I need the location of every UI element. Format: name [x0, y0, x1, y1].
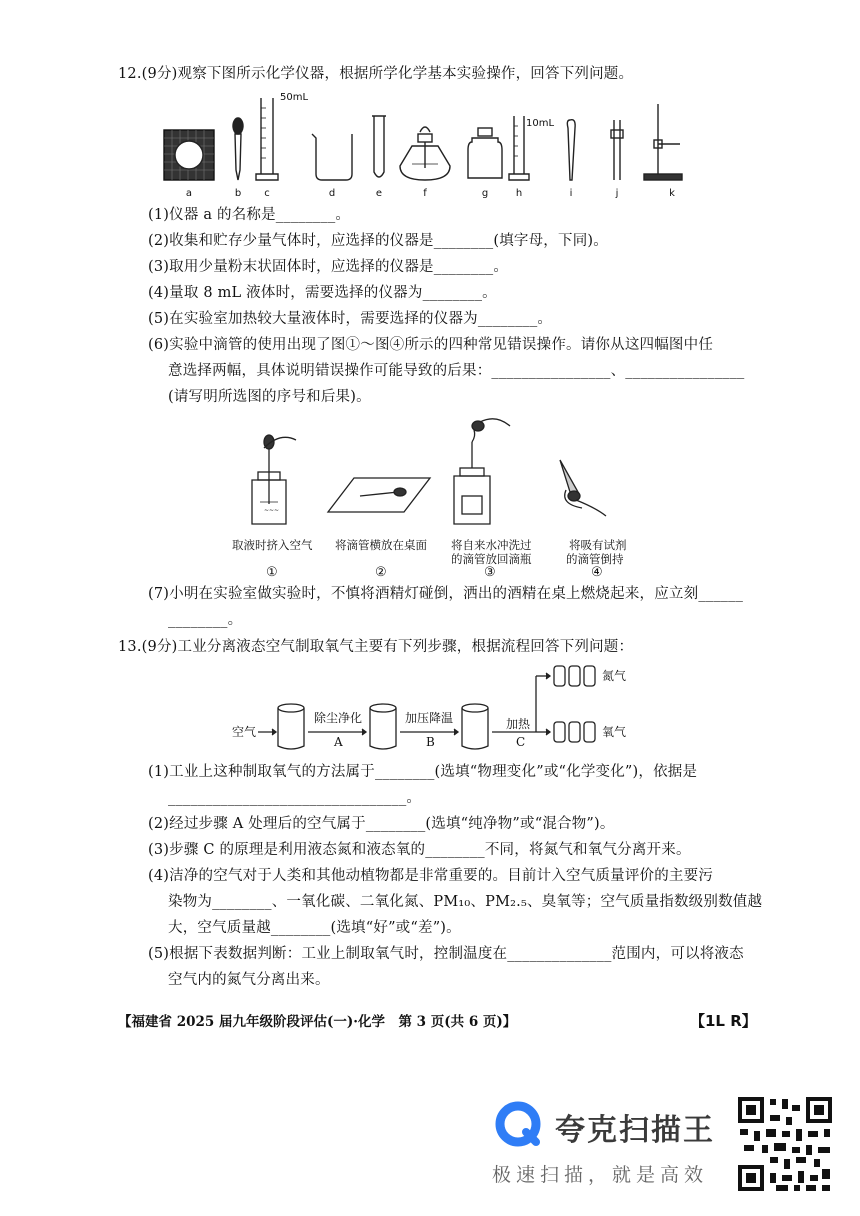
letter-c: c — [264, 188, 270, 199]
fig1-bottle-icon — [252, 435, 296, 524]
fig3-caption-line2: 的滴管放回滴瓶 — [451, 552, 532, 566]
flow-step-b: 加压降温 — [405, 711, 454, 725]
cylinder-50ml-icon — [256, 98, 278, 180]
instruments-figure — [150, 88, 710, 200]
q13-sub2: (2)经过步骤 A 处理后的空气属于________(选填“纯净物”或“混合物”)。 — [148, 816, 615, 832]
flow-label-a: A — [334, 735, 343, 749]
q12-sub2: (2)收集和贮存少量气体时，应选择的仪器是________(填字母，下同)。 — [148, 233, 608, 249]
letter-a: a — [185, 188, 193, 199]
alcohol-lamp-icon — [400, 127, 450, 180]
letter-d: d — [328, 188, 336, 199]
q13-sub4-line2: 染物为________、一氧化碳、二氧化氮、PM₁₀、PM₂.₅、臭氧等；空气质量指数级别数值越 — [168, 894, 763, 910]
letter-j: j — [615, 188, 619, 199]
qr-code-icon — [736, 1095, 834, 1193]
fig2-number: ② — [375, 565, 387, 580]
fig2-table-icon — [328, 478, 430, 512]
letter-i: i — [569, 188, 573, 199]
letter-h: h — [515, 188, 523, 199]
brand-name: 夸克扫描王 — [555, 1113, 715, 1148]
q13-sub4-line1: (4)洁净的空气对于人类和其他动植物都是非常重要的。目前计入空气质量评价的主要污 — [148, 868, 714, 884]
fig1-caption: 取液时挤入空气 — [232, 538, 313, 552]
q12-sub6-line2: 意选择两幅，具体说明错误操作可能导致的后果：________________、________________ — [168, 363, 745, 379]
flow-step-c: 加热 — [506, 717, 531, 731]
q12-sub3: (3)取用少量粉末状固体时，应选择的仪器是________。 — [148, 259, 509, 275]
q13-sub1-line1: (1)工业上这种制取氧气的方法属于________(选填“物理变化”或“化学变化”)，依据是 — [148, 764, 698, 780]
dropper-icon — [233, 118, 243, 180]
dropper-errors-figure — [230, 412, 630, 530]
fig4-caption-line2: 的滴管倒持 — [566, 552, 624, 566]
beaker-icon — [312, 134, 352, 180]
letter-e: e — [375, 188, 383, 199]
fig1-number: ① — [266, 565, 278, 580]
q12-sub1: (1)仪器 a 的名称是________。 — [148, 207, 351, 223]
q13-sub1-line2: ________________________________。 — [168, 790, 422, 806]
fig4-caption-line1: 将吸有试剂 — [569, 538, 627, 552]
flow-air-label: 空气 — [232, 725, 257, 739]
quark-logo-icon — [492, 1100, 548, 1148]
q13-heading: 13.(9分)工业分离液态空气制取氧气主要有下列步骤，根据流程回答下列问题： — [118, 639, 634, 655]
q12-sub6-line1: (6)实验中滴管的使用出现了图①～图④所示的四种常见错误操作。请你从这四幅图中任 — [148, 337, 714, 353]
fig3-caption-line1: 将自来水冲洗过 — [451, 538, 532, 552]
q13-sub4-line3: 大，空气质量越________(选填“好”或“差”)。 — [168, 920, 461, 936]
vol10-label: 10mL — [526, 118, 555, 129]
flow-label-b: B — [426, 735, 435, 749]
q12-sub5: (5)在实验室加热较大量液体时，需要选择的仪器为________。 — [148, 311, 553, 327]
spatula-icon — [567, 120, 575, 180]
flow-n2-label: 氮气 — [602, 669, 627, 683]
fig3-number: ③ — [484, 565, 496, 580]
iron-stand-icon — [644, 104, 682, 180]
q13-sub5-line1: (5)根据下表数据判断：工业上制取氧气时，控制温度在______________范围内，可以将液态 — [148, 946, 744, 962]
q12-heading: 12.(9分)观察下图所示化学仪器，根据所学化学基本实验操作，回答下列问题。 — [118, 66, 634, 82]
letter-b: b — [234, 188, 242, 199]
fig2-caption: 将滴管横放在桌面 — [335, 538, 427, 552]
gas-jar-icon — [468, 128, 502, 178]
letter-f: f — [423, 188, 427, 199]
flow-label-c: C — [516, 735, 526, 749]
test-tube-icon — [372, 116, 386, 177]
q12-sub7-line2: ________。 — [168, 612, 243, 628]
q12-sub7-line1: (7)小明在实验室做实验时，不慎将酒精灯碰倒，洒出的酒精在桌上燃烧起来，应立刻______ — [148, 586, 744, 602]
letter-k: k — [669, 188, 675, 199]
svg-text:~~~: ~~~ — [264, 507, 280, 514]
asbestos-net-icon — [164, 130, 214, 180]
q12-sub4: (4)量取 8 mL 液体时，需要选择的仪器为________。 — [148, 285, 497, 301]
page-footer: 【福建省 2025 届九年级阶段评估(一)·化学 第 3 页(共 6 页)】 — [118, 1014, 517, 1030]
fig4-hand-icon — [560, 460, 606, 516]
vol50-label: 50mL — [280, 92, 309, 103]
letter-g: g — [481, 188, 489, 199]
fig3-bottle-icon — [454, 419, 510, 524]
brand-slogan: 极速扫描，就是高效 — [492, 1164, 709, 1186]
q13-sub3: (3)步骤 C 的原理是利用液态氮和液态氧的________不同，将氮气和氧气分离开来。 — [148, 842, 691, 858]
flow-diagram — [230, 660, 650, 760]
flow-step-a: 除尘净化 — [314, 711, 363, 725]
flow-o2-label: 氧气 — [602, 725, 627, 739]
paper-code: 【1L R】 — [690, 1012, 757, 1030]
q13-sub5-line2: 空气内的氮气分离出来。 — [168, 972, 330, 988]
tube-holder-icon — [611, 120, 623, 180]
fig4-number: ④ — [591, 565, 603, 580]
q12-sub6-line3: (请写明所选图的序号和后果)。 — [168, 389, 371, 405]
